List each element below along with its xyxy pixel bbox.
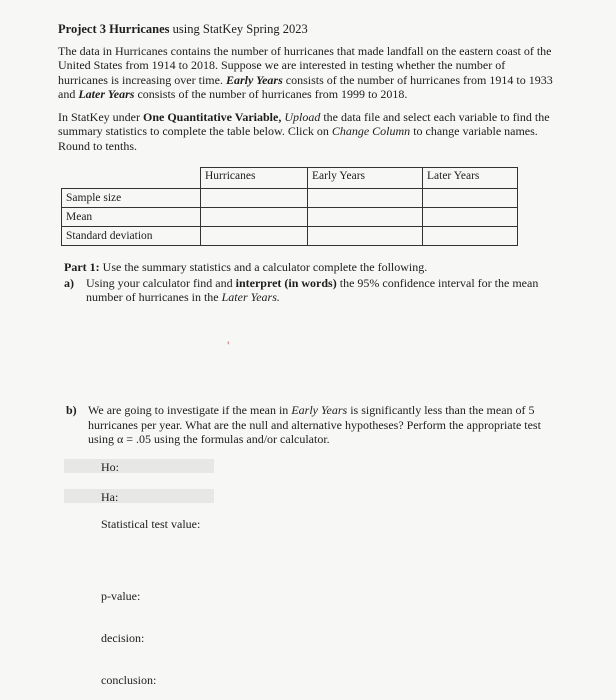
null-hypothesis-label: Ho: xyxy=(101,460,119,474)
col-header-later-years: Later Years xyxy=(423,168,518,189)
instr-f: to change variable names. Round to tenths. xyxy=(58,124,538,153)
stray-mark: ‹ xyxy=(227,338,230,347)
cell-hurricanes-sample-size[interactable] xyxy=(201,189,308,208)
question-b-text-3: is significantly less than the mean of 5 hurricanes per year. What are the null and alternative hypotheses? Perform the appropriate test using α = .05 using the formulas and/or calculator. xyxy=(88,403,541,446)
later-years-term: Later Years xyxy=(78,86,135,101)
row-label-std-dev: Standard deviation xyxy=(62,227,201,246)
alt-hypothesis-label: Ha: xyxy=(101,490,119,504)
question-a-text-4: Later Years. xyxy=(221,290,280,304)
table-row xyxy=(62,208,518,227)
instr-b: One Quantitative Variable, xyxy=(142,110,282,124)
cell-later-std-dev[interactable] xyxy=(423,227,518,246)
instr-e: Change Column xyxy=(331,124,411,139)
cell-early-sample-size[interactable] xyxy=(308,189,423,208)
row-label-mean: Mean xyxy=(62,208,201,227)
cell-later-sample-size[interactable] xyxy=(423,189,518,208)
page-title xyxy=(58,22,308,37)
intro-sentence-2: consists of the number of hurricanes from 1914 to 1933 and xyxy=(58,72,553,101)
question-b xyxy=(66,403,552,447)
question-a-text-2: interpret (in words) xyxy=(235,275,337,290)
cell-later-mean[interactable] xyxy=(423,208,518,227)
p-value-label: p-value: xyxy=(101,589,141,603)
instr-a: In StatKey under xyxy=(58,110,140,124)
intro-sentence-3: consists of the number of hurricanes from 1999 to 2018. xyxy=(137,86,408,101)
row-label-sample-size: Sample size xyxy=(62,189,201,208)
instructions-paragraph xyxy=(58,110,558,153)
cell-hurricanes-mean[interactable] xyxy=(201,208,308,227)
title-bold: Project 3 Hurricanes xyxy=(58,22,170,36)
test-statistic-label: Statistical test value: xyxy=(101,517,201,531)
question-b-text-1: We are going to investigate if the mean in xyxy=(88,403,289,417)
title-rest: using StatKey Spring 2023 xyxy=(172,22,308,36)
cell-hurricanes-std-dev[interactable] xyxy=(201,227,308,246)
part-1-text: Use the summary statistics and a calculator complete the following. xyxy=(102,260,428,274)
instr-d: the data file and select each variable to find the summary statistics to complete the table below. Click on xyxy=(58,110,550,139)
question-a-label: a) xyxy=(64,275,74,290)
intro-paragraph xyxy=(58,44,558,101)
table-row xyxy=(62,227,518,246)
table-corner xyxy=(62,168,201,189)
part-1-section xyxy=(64,260,544,305)
cell-early-std-dev[interactable] xyxy=(308,227,423,246)
col-header-early-years: Early Years xyxy=(308,168,423,189)
question-a xyxy=(64,276,544,305)
part-1-label: Part 1: xyxy=(64,260,100,274)
summary-stats-table xyxy=(61,167,518,246)
decision-label: decision: xyxy=(101,631,145,645)
col-header-hurricanes: Hurricanes xyxy=(201,168,308,189)
question-a-text-3: the 95% confidence interval for the mean number of hurricanes in the xyxy=(86,275,539,304)
question-b-label: b) xyxy=(66,403,77,417)
instr-c: Upload xyxy=(284,110,321,124)
early-years-term: Early Years xyxy=(225,72,283,87)
conclusion-label: conclusion: xyxy=(101,673,157,687)
part-1-intro xyxy=(64,260,544,275)
intro-sentence-1: The data in Hurricanes contains the number of hurricanes that made landfall on the eastern coast of the United States from 1914 to 2018. Suppose we are interested in testing whether the number of hurricanes is increasing over time. xyxy=(58,44,552,87)
question-b-text-2: Early Years xyxy=(291,403,348,417)
question-a-text-1: Using your calculator find and xyxy=(86,275,233,290)
ha-highlight xyxy=(64,489,214,503)
table-row xyxy=(62,189,518,208)
cell-early-mean[interactable] xyxy=(308,208,423,227)
ho-highlight xyxy=(64,459,214,473)
